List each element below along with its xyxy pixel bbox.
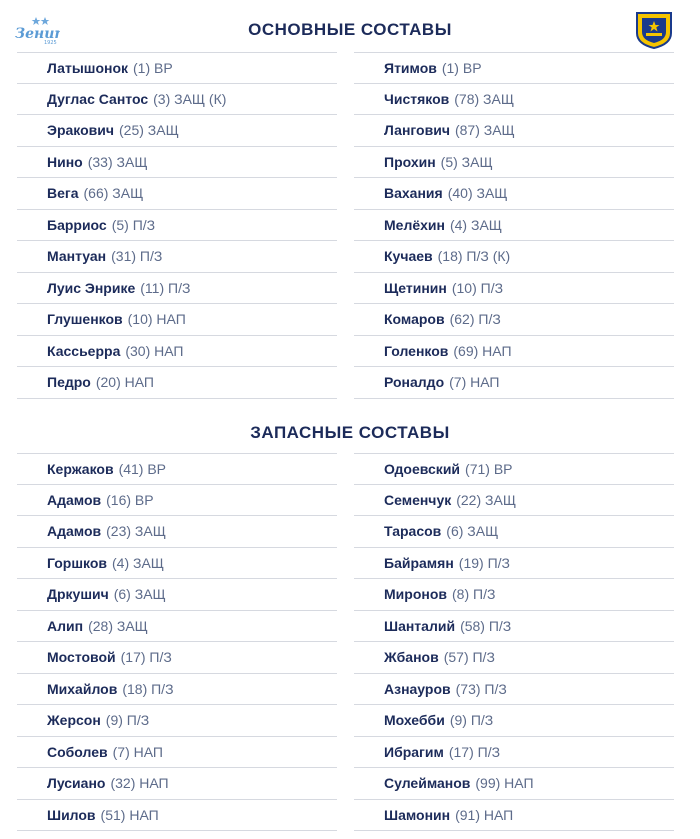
player-number-position: (16) ВР (106, 491, 154, 508)
rostov-crest-icon (634, 11, 674, 49)
player-name: Жбанов (384, 649, 439, 666)
player-number-position: (28) ЗАЩ (88, 617, 148, 634)
player-name: Эракович (47, 122, 115, 139)
player-row (17, 52, 337, 84)
player-name: Байрамян (384, 554, 454, 571)
player-row (17, 115, 337, 147)
player-name: Голенков (384, 342, 449, 359)
player-number-position: (4) ЗАЩ (112, 554, 164, 571)
player-number-position: (31) П/З (111, 248, 163, 265)
player-row (17, 768, 337, 800)
player-row (354, 674, 674, 706)
player-row (17, 336, 337, 368)
player-name: Ибрагим (384, 743, 444, 760)
player-name: Шамонин (384, 806, 451, 823)
player-name: Кассьерра (47, 342, 121, 359)
player-name: Латышонок (47, 59, 129, 76)
player-name: Вахания (384, 185, 443, 202)
player-name: Кержаков (47, 460, 114, 477)
player-number-position: (4) ЗАЩ (449, 216, 502, 233)
player-name: Алип (47, 617, 84, 634)
player-number-position: (58) П/З (460, 617, 512, 634)
player-row (354, 84, 674, 116)
player-name: Лангович (384, 122, 450, 139)
player-name: Вега (47, 185, 79, 202)
player-row (17, 304, 337, 336)
player-row (354, 304, 674, 336)
player-number-position: (5) ЗАЩ (440, 153, 493, 170)
player-name: Нино (47, 153, 83, 170)
player-number-position: (11) П/З (140, 279, 191, 296)
player-number-position: (69) НАП (453, 342, 512, 359)
player-number-position: (6) ЗАЩ (446, 523, 499, 540)
player-number-position: (5) П/З (111, 216, 156, 233)
player-row (17, 737, 337, 769)
player-row (354, 453, 674, 485)
player-name: Ятимов (384, 59, 437, 76)
player-number-position: (41) ВР (118, 460, 167, 477)
player-row (354, 800, 674, 832)
player-row (17, 273, 337, 305)
player-row (354, 768, 674, 800)
player-number-position: (19) П/З (458, 554, 510, 571)
player-number-position: (18) П/З (К) (437, 248, 511, 265)
player-number-position: (7) НАП (112, 743, 163, 760)
player-number-position: (1) ВР (441, 59, 482, 76)
player-name: Мантуан (47, 248, 107, 265)
player-name: Азнауров (384, 680, 451, 697)
player-number-position: (22) ЗАЩ (456, 491, 516, 508)
svg-text:Зенит: Зени (15, 26, 55, 42)
player-number-position: (9) П/З (449, 712, 494, 729)
player-row (17, 548, 337, 580)
player-row (17, 84, 337, 116)
main-home-list (17, 52, 337, 399)
player-row (17, 367, 337, 399)
player-number-position: (10) НАП (127, 311, 186, 328)
player-name: Луис Энрике (47, 279, 136, 296)
player-row (17, 611, 337, 643)
player-number-position: (9) П/З (105, 712, 150, 729)
player-name: Педро (47, 374, 91, 391)
substitutes-title: ЗАПАСНЫЕ СОСТАВЫ (250, 423, 450, 442)
player-name: Щетинин (384, 279, 447, 296)
player-name: Дркушич (47, 586, 109, 603)
player-name: Жерсон (47, 712, 101, 729)
player-name: Чистяков (384, 90, 450, 107)
player-number-position: (20) НАП (95, 374, 154, 391)
player-number-position: (91) НАП (455, 806, 514, 823)
player-name: Комаров (384, 311, 445, 328)
player-row (354, 516, 674, 548)
player-row (354, 579, 674, 611)
player-name: Мохебби (384, 712, 445, 729)
player-name: Барриос (47, 216, 107, 233)
player-row (17, 147, 337, 179)
player-number-position: (17) П/З (448, 743, 501, 760)
player-row (354, 52, 674, 84)
player-row (354, 705, 674, 737)
player-name: Шанталий (384, 617, 456, 634)
main-away-list (354, 52, 674, 399)
player-number-position: (33) ЗАЩ (87, 153, 148, 170)
player-row (354, 548, 674, 580)
player-row (354, 737, 674, 769)
player-name: Мелёхин (384, 216, 445, 233)
player-number-position: (10) П/З (451, 279, 504, 296)
player-row (354, 210, 674, 242)
player-number-position: (18) П/З (122, 680, 174, 697)
player-name: Роналдо (384, 374, 445, 391)
player-name: Глушенков (47, 311, 123, 328)
player-name: Адамов (47, 523, 102, 540)
player-name: Семенчук (384, 491, 452, 508)
player-row (354, 336, 674, 368)
player-number-position: (7) НАП (449, 374, 500, 391)
player-name: Миронов (384, 586, 447, 603)
player-row (17, 210, 337, 242)
player-name: Адамов (47, 491, 102, 508)
player-number-position: (6) ЗАЩ (113, 586, 166, 603)
player-row (354, 147, 674, 179)
subs-away-list (354, 453, 674, 831)
player-row (17, 705, 337, 737)
player-row (354, 642, 674, 674)
player-number-position: (8) П/З (452, 586, 496, 603)
player-row (354, 485, 674, 517)
player-row (17, 241, 337, 273)
player-number-position: (87) ЗАЩ (454, 122, 515, 139)
player-number-position: (57) П/З (443, 649, 495, 666)
player-row (354, 241, 674, 273)
player-number-position: (62) П/З (449, 311, 501, 328)
player-row (17, 674, 337, 706)
player-number-position: (30) НАП (125, 342, 184, 359)
player-name: Прохин (384, 153, 436, 170)
player-row (17, 800, 337, 832)
player-name: Тарасов (384, 523, 442, 540)
player-name: Кучаев (384, 248, 433, 265)
player-number-position: (66) ЗАЩ (83, 185, 144, 202)
player-row (17, 642, 337, 674)
player-name: Лусиано (47, 775, 106, 792)
player-number-position: (40) ЗАЩ (447, 185, 508, 202)
player-row (17, 453, 337, 485)
player-name: Мостовой (47, 649, 116, 666)
player-number-position: (23) ЗАЩ (106, 523, 166, 540)
player-row (17, 579, 337, 611)
player-number-position: (17) П/З (120, 649, 172, 666)
player-number-position: (71) ВР (465, 460, 513, 477)
player-name: Соболев (47, 743, 108, 760)
svg-text:1925: 1925 (44, 40, 57, 46)
player-name: Михайлов (47, 680, 118, 697)
player-row (17, 485, 337, 517)
player-number-position: (78) ЗАЩ (454, 90, 514, 107)
player-number-position: (1) ВР (133, 59, 173, 76)
player-name: Горшков (47, 554, 107, 571)
player-number-position: (51) НАП (100, 806, 159, 823)
player-row (354, 178, 674, 210)
player-row (17, 516, 337, 548)
main-lineups-title: ОСНОВНЫЕ СОСТАВЫ (248, 20, 452, 39)
player-name: Сулейманов (384, 775, 471, 792)
player-number-position: (73) П/З (455, 680, 507, 697)
player-row (354, 273, 674, 305)
player-row (354, 115, 674, 147)
player-number-position: (3) ЗАЩ (К) (153, 90, 227, 107)
player-row (354, 611, 674, 643)
player-number-position: (32) НАП (110, 775, 169, 792)
player-name: Одоевский (384, 460, 461, 477)
player-number-position: (99) НАП (475, 775, 534, 792)
player-name: Шилов (47, 806, 96, 823)
player-name: Дуглас Сантос (47, 90, 149, 107)
player-number-position: (25) ЗАЩ (119, 122, 179, 139)
player-row (17, 178, 337, 210)
subs-home-list (17, 453, 337, 831)
player-row (354, 367, 674, 399)
